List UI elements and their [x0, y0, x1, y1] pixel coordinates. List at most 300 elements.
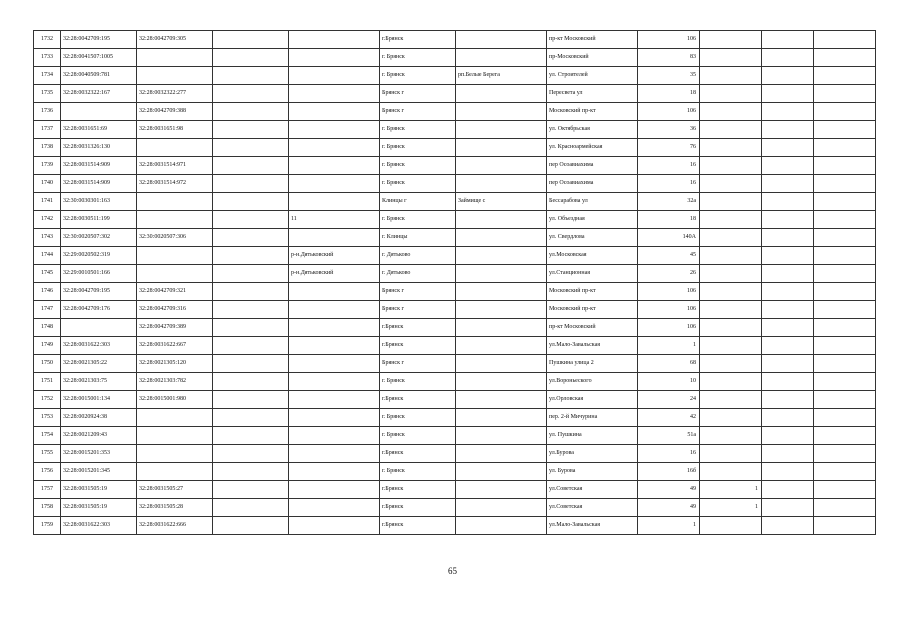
district-cell	[289, 391, 380, 409]
row-number-cell: 1738	[34, 139, 61, 157]
district-cell	[289, 193, 380, 211]
extra-column-cell	[213, 247, 289, 265]
cadastral-number-cell: 32:28:0031505:19	[61, 499, 137, 517]
row-number-cell: 1734	[34, 67, 61, 85]
building-number-cell	[700, 337, 762, 355]
extra-column-cell	[213, 517, 289, 535]
district-cell	[289, 103, 380, 121]
street-cell: ул.Московская	[547, 247, 638, 265]
extra-column-cell	[213, 265, 289, 283]
street-cell: ул. Октябрьская	[547, 121, 638, 139]
row-number-cell: 1743	[34, 229, 61, 247]
city-cell: г. Брянск	[380, 211, 456, 229]
building-number-cell	[700, 31, 762, 49]
settlement-cell	[456, 247, 547, 265]
building-cadastral-number-cell: 32:28:0032322:277	[137, 85, 213, 103]
city-cell: г. Дятьково	[380, 247, 456, 265]
table-row	[34, 103, 876, 121]
street-cell: пр-Московский	[547, 49, 638, 67]
district-cell	[289, 463, 380, 481]
table-row	[34, 139, 876, 157]
district-cell: р-н.Дятьковский	[289, 265, 380, 283]
building-cadastral-number-cell: 32:28:0031651:98	[137, 121, 213, 139]
city-cell: г. Брянск	[380, 427, 456, 445]
extra-column-cell	[213, 49, 289, 67]
column-12-cell	[814, 337, 876, 355]
house-number-cell: 51а	[638, 427, 700, 445]
house-number-cell: 76	[638, 139, 700, 157]
cadastral-number-cell: 32:28:0031651:69	[61, 121, 137, 139]
city-cell: Брянск г	[380, 103, 456, 121]
building-number-cell	[700, 265, 762, 283]
building-number-cell	[700, 463, 762, 481]
city-cell: г. Брянск	[380, 463, 456, 481]
column-11-cell	[762, 337, 814, 355]
cadastral-number-cell: 32:28:0040509:781	[61, 67, 137, 85]
settlement-cell	[456, 337, 547, 355]
table-row	[34, 499, 876, 517]
column-12-cell	[814, 283, 876, 301]
city-cell: г.Брянск	[380, 445, 456, 463]
settlement-cell	[456, 175, 547, 193]
table-row	[34, 157, 876, 175]
building-cadastral-number-cell: 32:28:0031622:667	[137, 337, 213, 355]
cadastral-number-cell: 32:28:0015201:353	[61, 445, 137, 463]
column-11-cell	[762, 427, 814, 445]
extra-column-cell	[213, 445, 289, 463]
extra-column-cell	[213, 31, 289, 49]
city-cell: г. Дятьково	[380, 265, 456, 283]
building-number-cell	[700, 193, 762, 211]
column-11-cell	[762, 301, 814, 319]
city-cell: г. Брянск	[380, 121, 456, 139]
building-number-cell	[700, 283, 762, 301]
extra-column-cell	[213, 499, 289, 517]
cadastral-number-cell: 32:28:0030511:199	[61, 211, 137, 229]
settlement-cell: рп.Белые Берега	[456, 67, 547, 85]
row-number-cell: 1733	[34, 49, 61, 67]
street-cell: Пересвета ул	[547, 85, 638, 103]
house-number-cell: 106	[638, 283, 700, 301]
city-cell: Клинцы г	[380, 193, 456, 211]
settlement-cell	[456, 139, 547, 157]
building-cadastral-number-cell	[137, 445, 213, 463]
district-cell	[289, 355, 380, 373]
cadastral-number-cell: 32:29:0020502:319	[61, 247, 137, 265]
district-cell: 11	[289, 211, 380, 229]
street-cell: пер Осоавиахима	[547, 175, 638, 193]
street-cell: ул. Красноармейская	[547, 139, 638, 157]
column-12-cell	[814, 229, 876, 247]
column-11-cell	[762, 463, 814, 481]
house-number-cell: 49	[638, 481, 700, 499]
street-cell: ул.Станционная	[547, 265, 638, 283]
street-cell: ул. Пушкина	[547, 427, 638, 445]
building-cadastral-number-cell	[137, 193, 213, 211]
building-number-cell	[700, 517, 762, 535]
cadastral-number-cell: 32:28:0015001:134	[61, 391, 137, 409]
district-cell	[289, 517, 380, 535]
building-cadastral-number-cell: 32:28:0021305:120	[137, 355, 213, 373]
row-number-cell: 1741	[34, 193, 61, 211]
column-12-cell	[814, 427, 876, 445]
city-cell: г.Брянск	[380, 517, 456, 535]
extra-column-cell	[213, 427, 289, 445]
building-cadastral-number-cell	[137, 409, 213, 427]
column-12-cell	[814, 373, 876, 391]
settlement-cell	[456, 463, 547, 481]
column-11-cell	[762, 283, 814, 301]
cadastral-number-cell: 32:28:0015201:345	[61, 463, 137, 481]
building-cadastral-number-cell: 32:28:0021303:782	[137, 373, 213, 391]
district-cell	[289, 499, 380, 517]
extra-column-cell	[213, 463, 289, 481]
column-12-cell	[814, 211, 876, 229]
district-cell	[289, 373, 380, 391]
row-number-cell: 1737	[34, 121, 61, 139]
street-cell: ул.Орловская	[547, 391, 638, 409]
column-12-cell	[814, 193, 876, 211]
building-number-cell	[700, 157, 762, 175]
house-number-cell: 16	[638, 157, 700, 175]
column-11-cell	[762, 391, 814, 409]
street-cell: ул.Бурова	[547, 445, 638, 463]
building-number-cell	[700, 391, 762, 409]
settlement-cell	[456, 445, 547, 463]
settlement-cell	[456, 517, 547, 535]
column-12-cell	[814, 247, 876, 265]
column-12-cell	[814, 139, 876, 157]
building-cadastral-number-cell: 32:28:0042709:321	[137, 283, 213, 301]
city-cell: г. Брянск	[380, 67, 456, 85]
cadastral-number-cell: 32:28:0031326:130	[61, 139, 137, 157]
column-12-cell	[814, 319, 876, 337]
column-12-cell	[814, 103, 876, 121]
row-number-cell: 1751	[34, 373, 61, 391]
street-cell: ул. Бурова	[547, 463, 638, 481]
row-number-cell: 1754	[34, 427, 61, 445]
building-cadastral-number-cell	[137, 211, 213, 229]
column-12-cell	[814, 481, 876, 499]
building-number-cell	[700, 49, 762, 67]
building-number-cell	[700, 409, 762, 427]
settlement-cell	[456, 121, 547, 139]
column-11-cell	[762, 103, 814, 121]
extra-column-cell	[213, 283, 289, 301]
table-row	[34, 265, 876, 283]
street-cell: Московский пр-кт	[547, 283, 638, 301]
table-row	[34, 373, 876, 391]
table-row	[34, 355, 876, 373]
column-12-cell	[814, 175, 876, 193]
cadastral-number-cell: 32:28:0042709:195	[61, 31, 137, 49]
building-cadastral-number-cell: 32:30:0020507:306	[137, 229, 213, 247]
settlement-cell	[456, 319, 547, 337]
street-cell: пр-кт Московский	[547, 31, 638, 49]
row-number-cell: 1732	[34, 31, 61, 49]
district-cell	[289, 481, 380, 499]
building-cadastral-number-cell	[137, 139, 213, 157]
column-12-cell	[814, 463, 876, 481]
extra-column-cell	[213, 373, 289, 391]
settlement-cell	[456, 211, 547, 229]
building-number-cell	[700, 355, 762, 373]
extra-column-cell	[213, 85, 289, 103]
building-cadastral-number-cell: 32:28:0042709:388	[137, 103, 213, 121]
cadastral-number-cell: 32:28:0031622:303	[61, 517, 137, 535]
house-number-cell: 35	[638, 67, 700, 85]
district-cell	[289, 229, 380, 247]
row-number-cell: 1749	[34, 337, 61, 355]
district-cell	[289, 67, 380, 85]
cadastral-number-cell: 32:28:0021303:75	[61, 373, 137, 391]
extra-column-cell	[213, 67, 289, 85]
building-number-cell	[700, 373, 762, 391]
column-12-cell	[814, 265, 876, 283]
extra-column-cell	[213, 355, 289, 373]
extra-column-cell	[213, 211, 289, 229]
settlement-cell	[456, 373, 547, 391]
street-cell: ул.Мало-Завальская	[547, 517, 638, 535]
row-number-cell: 1753	[34, 409, 61, 427]
cadastral-number-cell: 32:28:0031514:909	[61, 157, 137, 175]
cadastral-number-cell: 32:29:0010501:166	[61, 265, 137, 283]
street-cell: пер Осоавиахима	[547, 157, 638, 175]
table-row	[34, 31, 876, 49]
district-cell: р-н.Дятьковский	[289, 247, 380, 265]
building-number-cell	[700, 301, 762, 319]
house-number-cell: 106	[638, 301, 700, 319]
row-number-cell: 1735	[34, 85, 61, 103]
row-number-cell: 1750	[34, 355, 61, 373]
building-number-cell	[700, 247, 762, 265]
column-11-cell	[762, 67, 814, 85]
city-cell: г. Брянск	[380, 49, 456, 67]
row-number-cell: 1744	[34, 247, 61, 265]
building-number-cell: 1	[700, 481, 762, 499]
extra-column-cell	[213, 157, 289, 175]
city-cell: Брянск г	[380, 283, 456, 301]
row-number-cell: 1742	[34, 211, 61, 229]
column-12-cell	[814, 391, 876, 409]
cadastral-number-cell: 32:28:0020924:38	[61, 409, 137, 427]
city-cell: г. Брянск	[380, 373, 456, 391]
table-row	[34, 319, 876, 337]
district-cell	[289, 85, 380, 103]
cadastral-number-cell: 32:28:0041507:1005	[61, 49, 137, 67]
settlement-cell	[456, 49, 547, 67]
extra-column-cell	[213, 229, 289, 247]
column-11-cell	[762, 319, 814, 337]
settlement-cell	[456, 31, 547, 49]
column-11-cell	[762, 409, 814, 427]
city-cell: г.Брянск	[380, 337, 456, 355]
street-cell: ул.Советская	[547, 481, 638, 499]
table-row	[34, 391, 876, 409]
house-number-cell: 1	[638, 337, 700, 355]
column-12-cell	[814, 301, 876, 319]
city-cell: г.Брянск	[380, 499, 456, 517]
building-cadastral-number-cell	[137, 265, 213, 283]
column-12-cell	[814, 49, 876, 67]
table-row	[34, 517, 876, 535]
cadastral-number-cell: 32:28:0031514:909	[61, 175, 137, 193]
building-number-cell	[700, 319, 762, 337]
settlement-cell	[456, 283, 547, 301]
building-cadastral-number-cell	[137, 247, 213, 265]
district-cell	[289, 337, 380, 355]
district-cell	[289, 319, 380, 337]
settlement-cell	[456, 103, 547, 121]
house-number-cell: 68	[638, 355, 700, 373]
district-cell	[289, 121, 380, 139]
district-cell	[289, 283, 380, 301]
building-cadastral-number-cell	[137, 463, 213, 481]
column-12-cell	[814, 157, 876, 175]
house-number-cell: 1	[638, 517, 700, 535]
building-cadastral-number-cell: 32:28:0031505:27	[137, 481, 213, 499]
building-number-cell	[700, 67, 762, 85]
house-number-cell: 18	[638, 211, 700, 229]
column-11-cell	[762, 121, 814, 139]
cadastral-number-cell: 32:28:0021209:43	[61, 427, 137, 445]
row-number-cell: 1745	[34, 265, 61, 283]
column-12-cell	[814, 409, 876, 427]
row-number-cell: 1739	[34, 157, 61, 175]
table-row	[34, 247, 876, 265]
street-cell: ул.Вороньеского	[547, 373, 638, 391]
extra-column-cell	[213, 391, 289, 409]
street-cell: Пушкина улица 2	[547, 355, 638, 373]
column-11-cell	[762, 229, 814, 247]
building-cadastral-number-cell	[137, 49, 213, 67]
table-row	[34, 85, 876, 103]
house-number-cell: 32а	[638, 193, 700, 211]
building-cadastral-number-cell: 32:28:0015001:980	[137, 391, 213, 409]
column-11-cell	[762, 157, 814, 175]
street-cell: Московский пр-кт	[547, 301, 638, 319]
cadastral-number-cell: 32:30:0030301:163	[61, 193, 137, 211]
building-cadastral-number-cell: 32:28:0031505:28	[137, 499, 213, 517]
column-11-cell	[762, 355, 814, 373]
column-12-cell	[814, 85, 876, 103]
settlement-cell	[456, 229, 547, 247]
table-body	[34, 31, 876, 535]
column-11-cell	[762, 193, 814, 211]
house-number-cell: 16б	[638, 463, 700, 481]
extra-column-cell	[213, 193, 289, 211]
settlement-cell	[456, 409, 547, 427]
district-cell	[289, 409, 380, 427]
building-number-cell	[700, 175, 762, 193]
district-cell	[289, 175, 380, 193]
row-number-cell: 1747	[34, 301, 61, 319]
cadastral-number-cell: 32:28:0031505:19	[61, 481, 137, 499]
building-cadastral-number-cell: 32:28:0031622:666	[137, 517, 213, 535]
table-row	[34, 67, 876, 85]
building-cadastral-number-cell: 32:28:0042709:316	[137, 301, 213, 319]
settlement-cell: Займище с	[456, 193, 547, 211]
city-cell: г.Брянск	[380, 319, 456, 337]
column-11-cell	[762, 85, 814, 103]
building-cadastral-number-cell: 32:28:0031514:972	[137, 175, 213, 193]
settlement-cell	[456, 391, 547, 409]
column-12-cell	[814, 517, 876, 535]
table-row	[34, 463, 876, 481]
column-11-cell	[762, 247, 814, 265]
column-12-cell	[814, 499, 876, 517]
building-number-cell	[700, 85, 762, 103]
house-number-cell: 45	[638, 247, 700, 265]
settlement-cell	[456, 265, 547, 283]
table-row	[34, 229, 876, 247]
settlement-cell	[456, 355, 547, 373]
street-cell: ул.Мало-Завальская	[547, 337, 638, 355]
building-cadastral-number-cell: 32:28:0042709:389	[137, 319, 213, 337]
extra-column-cell	[213, 121, 289, 139]
extra-column-cell	[213, 319, 289, 337]
row-number-cell: 1755	[34, 445, 61, 463]
table-row	[34, 193, 876, 211]
extra-column-cell	[213, 409, 289, 427]
table-row	[34, 283, 876, 301]
street-cell: пер. 2-й Мичурина	[547, 409, 638, 427]
settlement-cell	[456, 499, 547, 517]
house-number-cell: 106	[638, 319, 700, 337]
column-12-cell	[814, 67, 876, 85]
column-11-cell	[762, 265, 814, 283]
extra-column-cell	[213, 301, 289, 319]
settlement-cell	[456, 481, 547, 499]
table-row	[34, 49, 876, 67]
building-number-cell: 1	[700, 499, 762, 517]
building-cadastral-number-cell	[137, 67, 213, 85]
row-number-cell: 1752	[34, 391, 61, 409]
column-11-cell	[762, 31, 814, 49]
column-12-cell	[814, 121, 876, 139]
street-cell: ул. Объездная	[547, 211, 638, 229]
street-cell: ул.Советская	[547, 499, 638, 517]
house-number-cell: 36	[638, 121, 700, 139]
house-number-cell: 18	[638, 85, 700, 103]
house-number-cell: 140А	[638, 229, 700, 247]
district-cell	[289, 157, 380, 175]
table-row	[34, 445, 876, 463]
street-cell: пр-кт Московский	[547, 319, 638, 337]
cadastral-number-cell: 32:28:0042709:176	[61, 301, 137, 319]
city-cell: Брянск г	[380, 301, 456, 319]
cadastral-number-cell	[61, 319, 137, 337]
building-number-cell	[700, 211, 762, 229]
column-12-cell	[814, 31, 876, 49]
table-row	[34, 175, 876, 193]
table-row	[34, 301, 876, 319]
table-row	[34, 427, 876, 445]
city-cell: г.Брянск	[380, 481, 456, 499]
cadastral-number-cell: 32:28:0032322:167	[61, 85, 137, 103]
row-number-cell: 1756	[34, 463, 61, 481]
table-row	[34, 337, 876, 355]
building-number-cell	[700, 139, 762, 157]
settlement-cell	[456, 85, 547, 103]
city-cell: г. Брянск	[380, 139, 456, 157]
cadastral-number-cell	[61, 103, 137, 121]
city-cell: г. Брянск	[380, 409, 456, 427]
settlement-cell	[456, 301, 547, 319]
cadastral-number-cell: 32:30:0020507:302	[61, 229, 137, 247]
house-number-cell: 16	[638, 445, 700, 463]
row-number-cell: 1758	[34, 499, 61, 517]
